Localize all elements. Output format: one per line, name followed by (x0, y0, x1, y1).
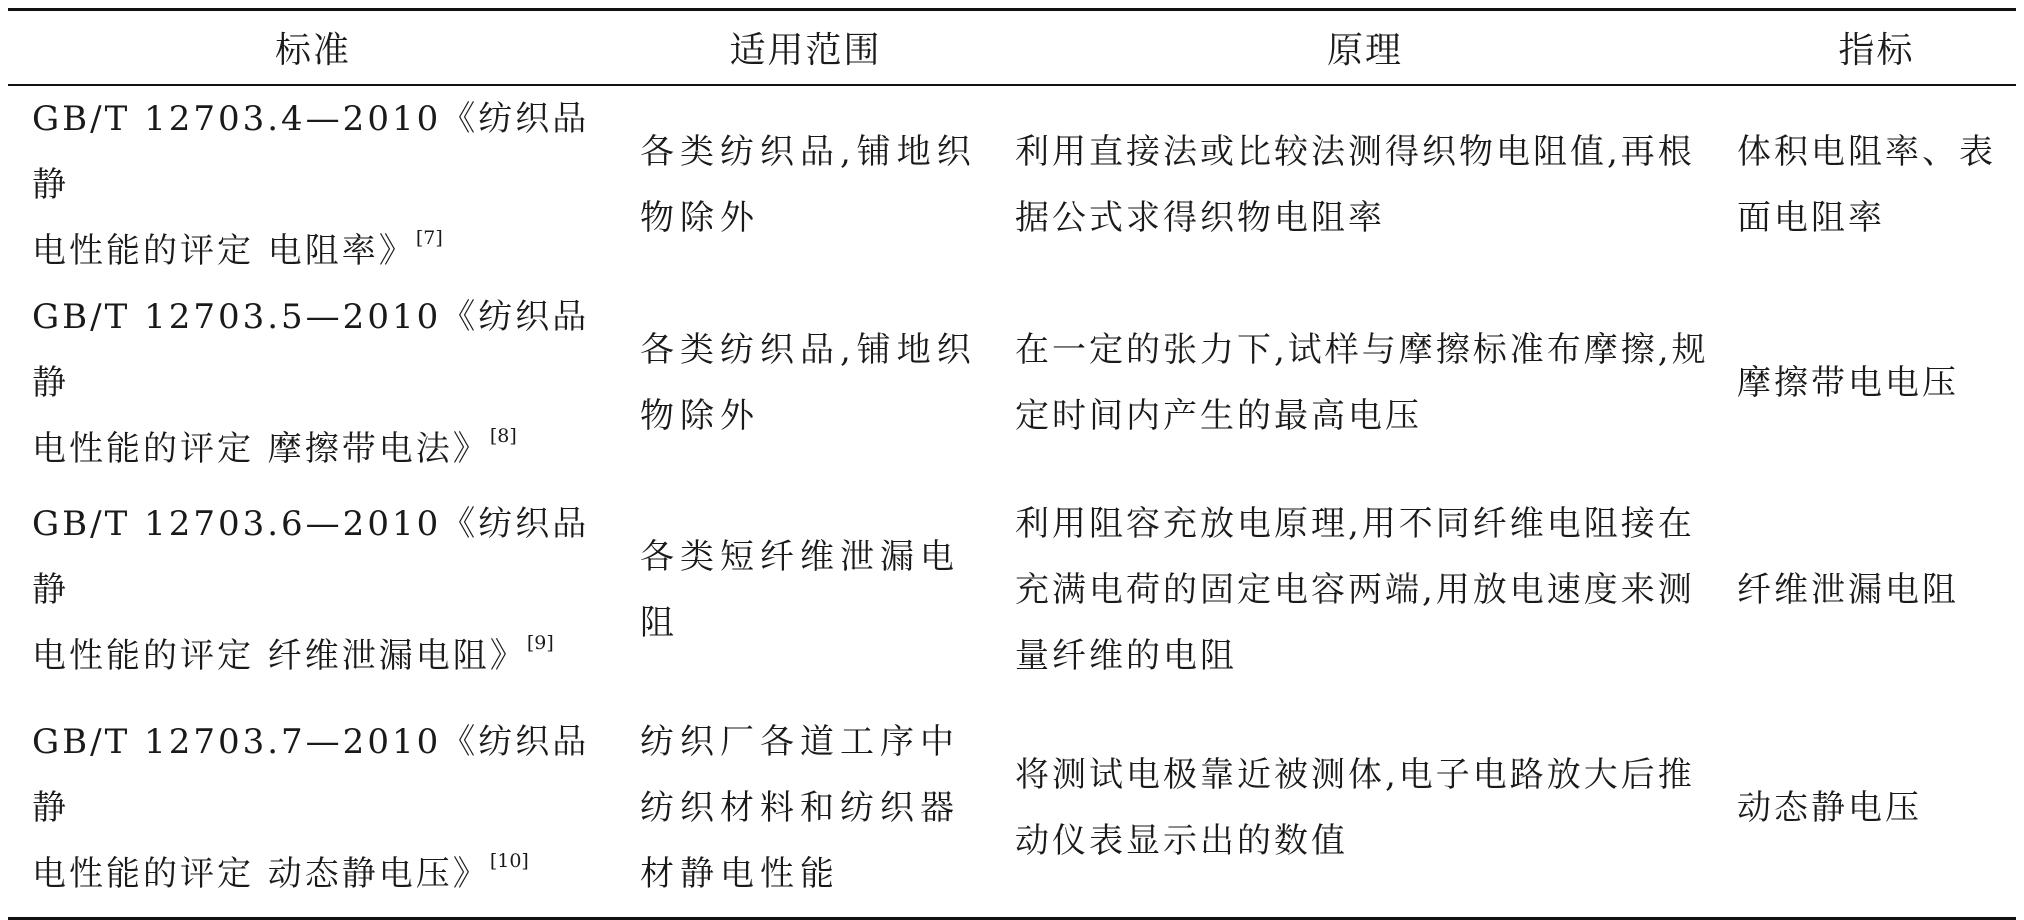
header-row (8, 10, 2016, 86)
standard-cell (8, 482, 618, 698)
principle-cell: 利用直接法或比较法测得织物电阻值,再根据公式求得织物电阻率 (1015, 132, 1695, 238)
reference-superscript: [8] (489, 425, 517, 447)
standard-line-2: 电性能的评定 动态静电压》 (32, 853, 490, 894)
standard-cell (8, 85, 618, 284)
standard-line-2: 电性能的评定 摩擦带电法》 (32, 429, 490, 469)
scope-cell: 各类纺织品,铺地织物除外 (640, 132, 977, 238)
scope-cell: 各类短纤维泄漏电阻 (640, 537, 960, 643)
header-standard: 标准 (274, 30, 351, 71)
indicator-cell: 体积电阻率、表面电阻率 (1737, 132, 1996, 238)
reference-superscript: [9] (526, 632, 554, 654)
principle-cell: 利用阻容充放电原理,用不同纤维电阻接在充满电荷的固定电容两端,用放电速度来测量纤维的电阻 (1015, 504, 1695, 676)
principle-cell: 将测试电极靠近被测体,电子电路放大后推动仪表显示出的数值 (1015, 754, 1695, 861)
standards-table (8, 8, 2016, 920)
standard-line-1: GB/T 12703.6—2010《纺织品 静 (32, 504, 590, 610)
standard-line-1: GB/T 12703.4—2010《纺织品 静 (32, 99, 590, 205)
standard-line-2: 电性能的评定 电阻率》 (32, 231, 416, 271)
header-scope: 适用范围 (729, 30, 882, 71)
header-principle: 原理 (1326, 30, 1403, 71)
scope-cell: 纺织厂各道工序中纺织材料和纺织器材静电性能 (640, 721, 960, 894)
standard-line-1: GB/T 12703.5—2010《纺织品 静 (32, 297, 590, 403)
reference-superscript: [7] (415, 227, 443, 249)
standard-cell (8, 284, 618, 482)
table-row (8, 284, 2016, 482)
reference-superscript: [10] (489, 849, 529, 872)
table-row (8, 698, 2016, 919)
standard-line-1: GB/T 12703.7—2010《纺织品 静 (32, 721, 590, 828)
indicator-cell: 动态静电压 (1737, 787, 1922, 828)
indicator-cell: 摩擦带电电压 (1737, 363, 1959, 403)
standard-cell (8, 698, 618, 919)
indicator-cell: 纤维泄漏电阻 (1737, 570, 1959, 610)
standard-line-2: 电性能的评定 纤维泄漏电阻》 (32, 636, 527, 676)
table-row (8, 482, 2016, 698)
scope-cell: 各类纺织品,铺地织物除外 (640, 330, 977, 436)
principle-cell: 在一定的张力下,试样与摩擦标准布摩擦,规定时间内产生的最高电压 (1015, 330, 1709, 436)
table-row (8, 85, 2016, 284)
header-indicator: 指标 (1838, 30, 1915, 71)
